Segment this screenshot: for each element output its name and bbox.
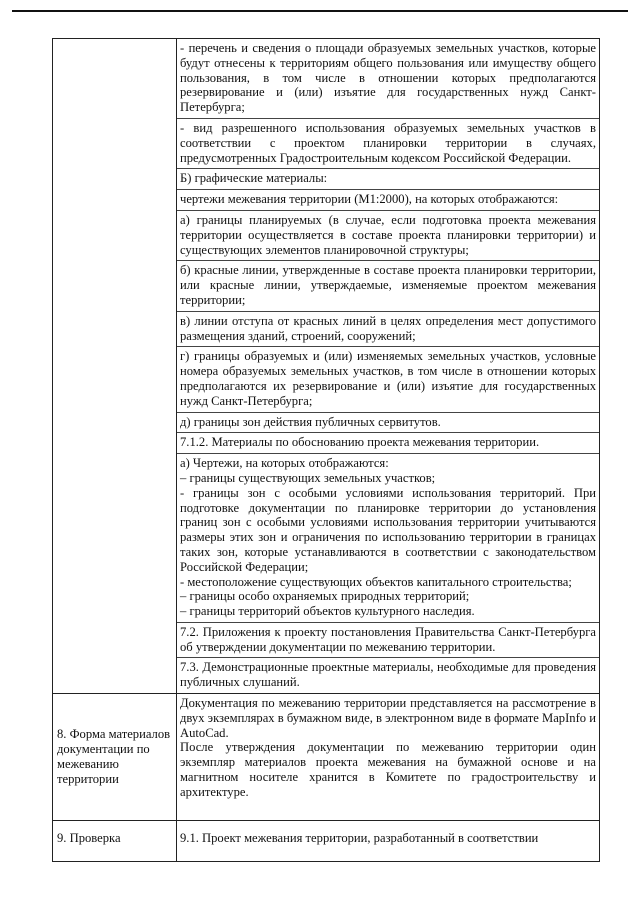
document-table [52, 38, 600, 862]
text-line: - границы зон с особыми условиями использования территорий. При подготовке документации по планировке территории до установления границ зон с особыми условиями использования территории учитываются размеры этих зон и ограничения по использованию территории в границах таких зон, которые устанавливаются в соответствии с законодательством Российской Федерации; [180, 485, 596, 574]
text-line: – границы особо охраняемых природных территорий; [180, 589, 470, 604]
left-cell-empty [53, 39, 177, 694]
text-line: 7.1.2. Материалы по обоснованию проекта межевания территории. [180, 435, 540, 450]
text-block [177, 39, 599, 119]
text-block [177, 347, 599, 412]
left-cell-section-8 [53, 694, 177, 821]
text-line: 7.2. Приложения к проекту постановления Правительства Санкт-Петербурга об утверждении документации по межеванию территории. [180, 624, 596, 654]
section-9-label: 9. Проверка [57, 830, 121, 845]
text-block [177, 211, 599, 261]
text-line: а) границы планируемых (в случае, если подготовка проекта межевания территории осуществляется в составе проекта планировки территории) и существующих элементов планировочной структуры; [180, 212, 596, 257]
text-block [177, 433, 599, 454]
text-block [177, 312, 599, 348]
left-cell-section-9 [53, 820, 177, 861]
text-block [177, 261, 599, 311]
text-block [177, 454, 599, 623]
section-8-label: 8. Форма материалов документации по межеванию территории [57, 726, 171, 786]
text-block [177, 623, 599, 659]
text-block [177, 413, 599, 434]
table-row-8 [53, 694, 600, 821]
section-7-blocks [177, 39, 599, 693]
right-cell-section-7 [177, 39, 600, 694]
text-line: - местоположение существующих объектов капитального строительства; [180, 574, 572, 589]
text-line: в) линии отступа от красных линий в целях определения мест допустимого размещения зданий, строений, сооружений; [180, 313, 596, 343]
text-line: - вид разрешенного использования образуемых земельных участков в соответствии с проектом планировки территории в случаях, предусмотренных Градостроительным кодексом Российской Федерации. [180, 120, 596, 165]
text-line: д) границы зон действия публичных сервитутов. [180, 414, 441, 429]
right-cell-section-9 [177, 820, 600, 861]
text-block [177, 190, 599, 211]
top-rule [12, 10, 628, 12]
text-block [177, 169, 599, 190]
text-block [177, 119, 599, 169]
text-line: а) Чертежи, на которых отображаются: [180, 456, 389, 471]
section-9-paragraph: 9.1. Проект межевания территории, разработанный в соответствии [180, 830, 539, 845]
section-8-paragraph-2: После утверждения документации по межеванию территории один экземпляр материалов проекта межевания на бумажной основе и на магнитном носителе хранится в Комитете по градостроительству и архитектуре. [180, 740, 596, 799]
text-block [177, 658, 599, 693]
right-cell-section-8 [177, 694, 600, 821]
text-line: г) границы образуемых и (или) изменяемых земельных участков, условные номера образуемых земельных участков, в том числе в отношении которых предполагаются их резервирование и (или) изъятие для государственных нужд Санкт-Петербурга; [180, 349, 596, 408]
table-row-9 [53, 820, 600, 861]
text-line: Б) графические материалы: [180, 171, 328, 186]
text-line: чертежи межевания территории (М1:2000), на которых отображаются: [180, 192, 559, 207]
table-row-7 [53, 39, 600, 694]
section-8-paragraph-1: Документация по межеванию территории представляется на рассмотрение в двух экземплярах в бумажном виде, в электронном виде в формате MapInfo и AutoCad. [180, 696, 596, 740]
text-line: – границы существующих земельных участков; [180, 470, 436, 485]
text-line: 7.3. Демонстрационные проектные материалы, необходимые для проведения публичных слушаний. [180, 660, 596, 690]
text-line: – границы территорий объектов культурного наследия. [180, 604, 475, 619]
text-line: - перечень и сведения о площади образуемых земельных участков, которые будут отнесены к территориям общего пользования или имуществу общего пользования, в том числе в отношении которых предполагаются резервирование и (или) изъятие для государственных нужд Санкт-Петербурга; [180, 41, 596, 115]
text-line: б) красные линии, утвержденные в составе проекта планировки территории, или красные линии, утверждаемые, изменяемые проектом межевания территории; [180, 263, 596, 307]
